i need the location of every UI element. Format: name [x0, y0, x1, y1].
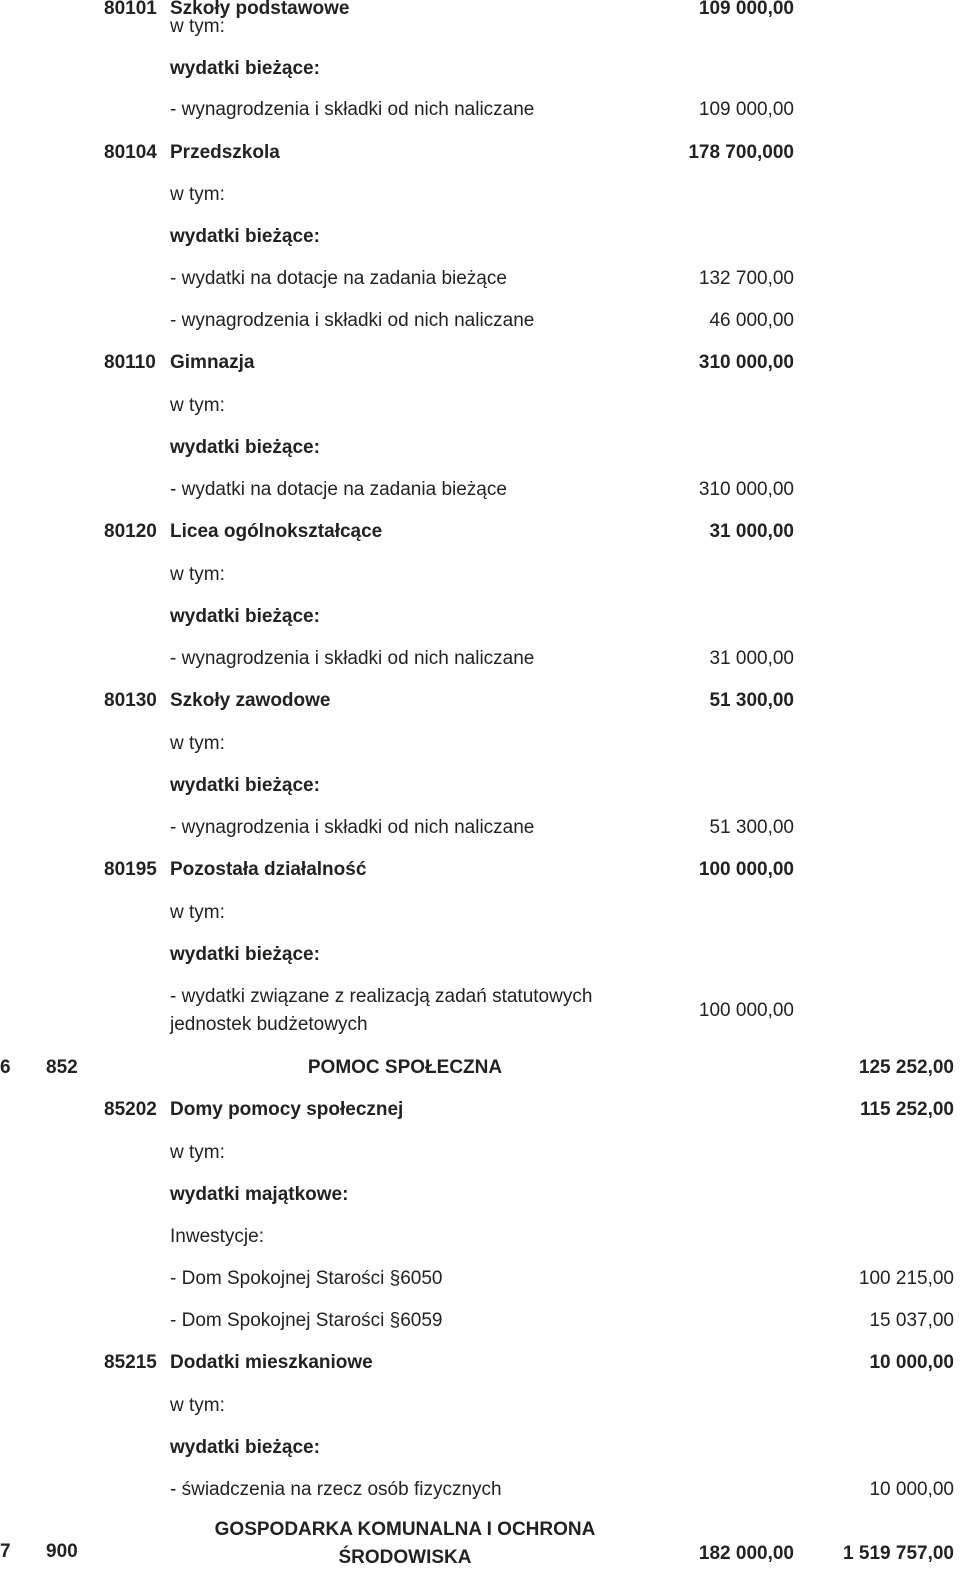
item-amount: 100 000,00: [698, 1000, 794, 1021]
item-row: [0, 817, 960, 847]
w-tym-label: w tym:: [170, 184, 225, 205]
item-amount: 46 000,00: [709, 310, 794, 331]
item-row: [0, 1479, 960, 1509]
section-row: [0, 352, 960, 382]
w-tym-label: w tym:: [170, 1142, 225, 1163]
category-label: wydatki majątkowe:: [170, 1184, 349, 1205]
w-tym-label: w tym:: [170, 902, 225, 923]
category-label: wydatki bieżące:: [170, 58, 320, 79]
section-row: [0, 1099, 960, 1129]
division-number: 7: [0, 1541, 11, 1562]
item-row: [0, 648, 960, 678]
subcategory-label: Inwestycje:: [170, 1226, 264, 1247]
item-label: - wydatki na dotacje na zadania bieżące: [170, 479, 507, 500]
section-code: 85202: [104, 1099, 157, 1120]
section-code: 80110: [104, 352, 156, 373]
section-amount: 51 300,00: [709, 690, 794, 711]
item-row: [0, 310, 960, 340]
division-code: 900: [46, 1541, 78, 1562]
section-code: 80130: [104, 690, 157, 711]
section-amount: 115 252,00: [859, 1099, 954, 1120]
section-code: 80195: [104, 859, 157, 880]
section-name: Przedszkola: [170, 142, 280, 163]
item-amount: 109 000,00: [698, 99, 794, 120]
section-amount: 31 000,00: [709, 521, 794, 542]
division-amount-mid: 182 000,00: [698, 1543, 794, 1564]
item-label-line1: - wydatki związane z realizacją zadań statutowych: [170, 986, 593, 1007]
category-label: wydatki bieżące:: [170, 606, 320, 627]
item-label: - wynagrodzenia i składki od nich naliczane: [170, 817, 535, 838]
item-row: [0, 986, 960, 1042]
section-name: Szkoły zawodowe: [170, 690, 331, 711]
section-name: Pozostała działalność: [170, 859, 367, 880]
section-name: Dodatki mieszkaniowe: [170, 1352, 373, 1373]
section-code: 80104: [104, 142, 157, 163]
section-amount: 109 000,00: [698, 0, 794, 19]
category-label: wydatki bieżące:: [170, 775, 320, 796]
item-amount: 15 037,00: [869, 1310, 954, 1331]
division-name-line2: ŚRODOWISKA: [338, 1547, 472, 1568]
item-row: [0, 1310, 960, 1340]
item-label: - świadczenia na rzecz osób fizycznych: [170, 1479, 502, 1500]
section-name: Licea ogólnokształcące: [170, 521, 383, 542]
division-amount: 1 519 757,00: [843, 1543, 954, 1564]
section-row: [0, 521, 960, 551]
item-label: - wynagrodzenia i składki od nich naliczane: [170, 648, 535, 669]
section-name: Domy pomocy społecznej: [170, 1099, 404, 1120]
item-label: - Dom Spokojnej Starości §6050: [170, 1268, 443, 1289]
division-row: [0, 1519, 960, 1571]
section-amount: 10 000,00: [869, 1352, 954, 1373]
division-code: 852: [46, 1057, 78, 1078]
division-name: POMOC SPOŁECZNA: [307, 1057, 503, 1078]
category-label: wydatki bieżące:: [170, 1437, 320, 1458]
division-name-line1: GOSPODARKA KOMUNALNA I OCHRONA: [214, 1519, 596, 1540]
item-row: [0, 268, 960, 298]
item-amount: 100 215,00: [858, 1268, 954, 1289]
item-amount: 51 300,00: [709, 817, 794, 838]
item-row: [0, 1268, 960, 1298]
item-amount: 31 000,00: [709, 648, 794, 669]
section-code: 80101: [104, 0, 157, 19]
item-row: [0, 99, 960, 129]
section-name: Gimnazja: [170, 352, 255, 373]
section-code: 85215: [104, 1352, 157, 1373]
item-label: - wydatki na dotacje na zadania bieżące: [170, 268, 507, 289]
section-row: [0, 1352, 960, 1382]
item-label: - wynagrodzenia i składki od nich naliczane: [170, 310, 535, 331]
section-row: [0, 859, 960, 889]
division-number: 6: [0, 1057, 11, 1078]
item-row: [0, 479, 960, 509]
section-row: [0, 142, 960, 172]
item-amount: 310 000,00: [698, 479, 794, 500]
section-name: Szkoły podstawowe: [170, 0, 350, 19]
category-label: wydatki bieżące:: [170, 944, 320, 965]
item-label: - wynagrodzenia i składki od nich naliczane: [170, 99, 535, 120]
w-tym-label: w tym:: [170, 16, 225, 37]
division-row: [0, 1057, 960, 1087]
item-amount: 132 700,00: [698, 268, 794, 289]
category-label: wydatki bieżące:: [170, 437, 320, 458]
w-tym-label: w tym:: [170, 733, 225, 754]
w-tym-label: w tym:: [170, 395, 225, 416]
section-amount: 310 000,00: [698, 352, 794, 373]
w-tym-label: w tym:: [170, 1395, 225, 1416]
section-row: [0, 690, 960, 720]
item-label-line2: jednostek budżetowych: [170, 1014, 368, 1035]
section-amount: 100 000,00: [698, 859, 794, 880]
item-amount: 10 000,00: [869, 1479, 954, 1500]
w-tym-label: w tym:: [170, 564, 225, 585]
section-code: 80120: [104, 521, 157, 542]
category-label: wydatki bieżące:: [170, 226, 320, 247]
section-amount: 178 700,000: [688, 142, 794, 163]
item-label: - Dom Spokojnej Starości §6059: [170, 1310, 443, 1331]
division-amount: 125 252,00: [858, 1057, 954, 1078]
